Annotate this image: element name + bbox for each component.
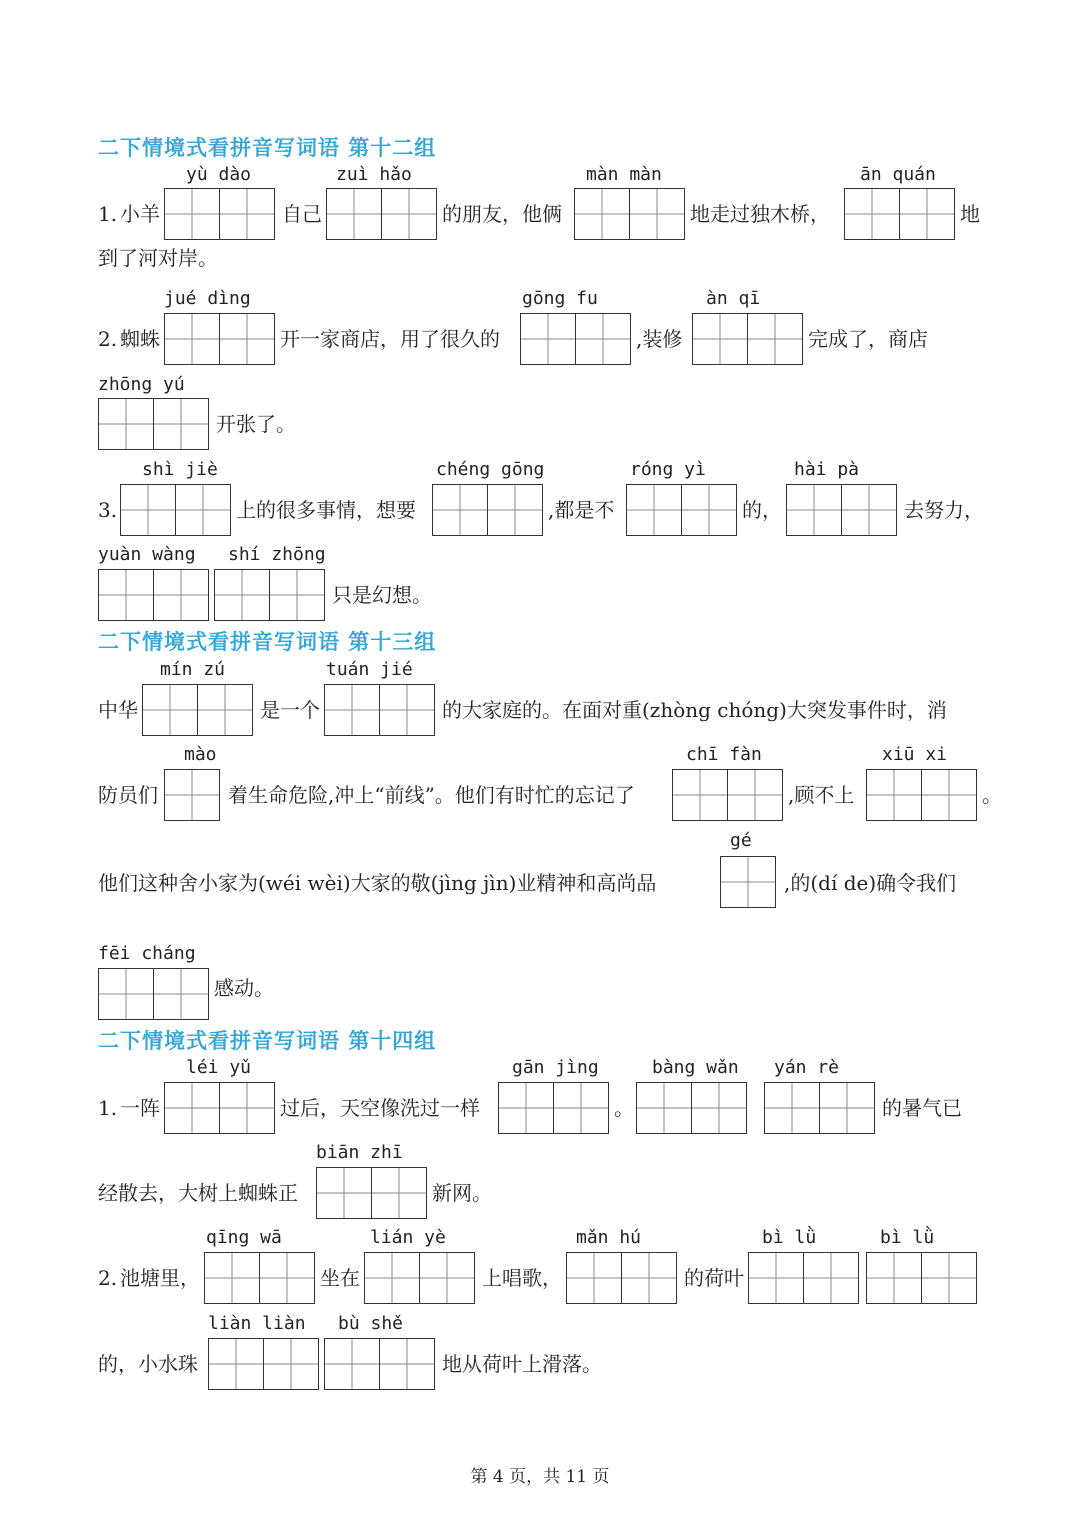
pinyin-tuanjie: tuán jié (326, 659, 413, 680)
g13-text-h: 他们这种舍小家为(wéi wèi)大家的敬(jìng jìn)业精神和高尚品 (98, 871, 657, 895)
pinyin-bushe: bù shě (338, 1313, 404, 1334)
q12-2-text-b: 开一家商店，用了很久的 (280, 327, 500, 351)
pinyin-lianye: lián yè (370, 1227, 446, 1248)
write-box-bangwan[interactable] (636, 1082, 747, 1134)
g13-text-j: 感动。 (214, 976, 274, 1000)
write-box-lianye[interactable] (364, 1252, 475, 1304)
q14-1-text-f: 新网。 (432, 1181, 492, 1205)
pinyin-leiyu: léi yǔ (186, 1057, 252, 1078)
q14-2-text-b: 坐在 (320, 1266, 360, 1290)
write-box-zhongyu[interactable] (98, 398, 209, 450)
write-box-rongyi[interactable] (626, 484, 737, 536)
write-box-anqi[interactable] (692, 313, 803, 365)
pinyin-mao: mào (184, 744, 217, 765)
q12-2-text-d: 完成了，商店 (808, 327, 928, 351)
q12-1-text-d: 地走过独木桥， (690, 202, 830, 226)
write-box-leiyu[interactable] (164, 1082, 275, 1134)
q14-1-number: 1. (98, 1096, 118, 1120)
write-box-manhu[interactable] (566, 1252, 677, 1304)
q14-2-text-f: 地从荷叶上滑落。 (442, 1352, 602, 1376)
q12-1-text-e: 地 (960, 202, 980, 226)
pinyin-ge: gé (730, 830, 752, 851)
pinyin-zuihao: zuì hǎo (336, 164, 412, 185)
pinyin-yanre: yán rè (774, 1057, 840, 1078)
write-box-shizhong[interactable] (214, 569, 325, 621)
pinyin-gongfu: gōng fu (522, 288, 598, 309)
q12-1-text-b: 自己 (282, 202, 322, 226)
q14-2-number: 2. (98, 1266, 118, 1290)
write-box-chifan[interactable] (672, 769, 783, 821)
g13-text-a: 中华 (98, 698, 138, 722)
q12-1-text-a: 小羊 (120, 202, 160, 226)
q12-3-text-e: 只是幻想。 (332, 583, 432, 607)
q14-2-text-c: 上唱歌， (482, 1266, 562, 1290)
write-box-lianlian[interactable] (208, 1338, 319, 1390)
pinyin-lianlian: liàn liàn (208, 1313, 306, 1334)
write-box-haipa[interactable] (786, 484, 897, 536)
pinyin-chenggong: chéng gōng (436, 459, 545, 480)
write-box-feichang[interactable] (98, 968, 209, 1020)
q12-2-number: 2. (98, 327, 118, 351)
write-box-bianzhi[interactable] (316, 1167, 427, 1219)
g13-text-b: 是一个 (260, 698, 320, 722)
q12-1-text-c: 的朋友，他俩 (442, 202, 562, 226)
write-box-ge[interactable] (720, 856, 776, 908)
pinyin-minzu: mín zú (160, 659, 226, 680)
pinyin-yudao: yù dào (186, 164, 252, 185)
q14-1-text-b: 过后，天空像洗过一样 (280, 1096, 480, 1120)
group-12-title: 二下情境式看拼音写词语 第十二组 (98, 135, 437, 160)
pinyin-rongyi: róng yì (630, 459, 706, 480)
g13-text-c: 的大家庭的。在面对重(zhòng chóng)大突发事件时，消 (442, 698, 947, 722)
write-box-chenggong[interactable] (432, 484, 543, 536)
q14-2-text-e: 的，小水珠 (98, 1352, 198, 1376)
pinyin-manhu: mǎn hú (576, 1227, 642, 1248)
pinyin-ganjing: gān jìng (512, 1057, 599, 1078)
write-box-xiuxi[interactable] (866, 769, 977, 821)
q14-2-text-d: 的荷叶 (684, 1266, 744, 1290)
write-box-yuanwang[interactable] (98, 569, 209, 621)
write-box-yanre[interactable] (764, 1082, 875, 1134)
group-14-title: 二下情境式看拼音写词语 第十四组 (98, 1028, 437, 1053)
pinyin-xiuxi: xiū xi (882, 744, 948, 765)
g13-text-i: ,的(dí de)确令我们 (784, 871, 957, 895)
group-13-title: 二下情境式看拼音写词语 第十三组 (98, 629, 437, 654)
q12-3-number: 3. (98, 498, 118, 522)
q12-3-text-a: 上的很多事情，想要 (236, 498, 416, 522)
q12-3-text-c: 的， (742, 498, 782, 522)
pinyin-bianzhi: biān zhī (316, 1142, 403, 1163)
pinyin-shizhong: shí zhōng (228, 544, 326, 565)
pinyin-feichang: fēi cháng (98, 943, 196, 964)
pinyin-bangwan: bàng wǎn (652, 1057, 739, 1078)
pinyin-jueding: jué dìng (164, 288, 251, 309)
pinyin-manman: màn màn (586, 164, 662, 185)
q14-1-text-e: 经散去，大树上蜘蛛正 (98, 1181, 298, 1205)
pinyin-yuanwang: yuàn wàng (98, 544, 196, 565)
page-footer: 第 4 页，共 11 页 (470, 1467, 610, 1487)
pinyin-anqi: àn qī (706, 288, 761, 309)
write-box-gongfu[interactable] (520, 313, 631, 365)
write-box-yudao[interactable] (164, 188, 275, 240)
write-box-zuihao[interactable] (326, 188, 437, 240)
q14-2-text-a: 池塘里， (120, 1266, 200, 1290)
g13-text-f: ,顾不上 (788, 783, 855, 807)
q12-3-text-d: 去努力， (904, 498, 984, 522)
q14-1-text-c: 。 (614, 1096, 634, 1120)
write-box-bilu-2[interactable] (866, 1252, 977, 1304)
write-box-jueding[interactable] (164, 313, 275, 365)
pinyin-bilu-2: bì lǜ (880, 1227, 935, 1248)
g13-text-g: 。 (982, 783, 1002, 807)
q12-1-number: 1. (98, 202, 118, 226)
pinyin-bilu-1: bì lǜ (762, 1227, 817, 1248)
write-box-qingwa[interactable] (204, 1252, 315, 1304)
q12-1-text-f: 到了河对岸。 (98, 246, 218, 270)
write-box-ganjing[interactable] (498, 1082, 609, 1134)
pinyin-haipa: hài pà (794, 459, 860, 480)
write-box-tuanjie[interactable] (324, 684, 435, 736)
write-box-shijie[interactable] (120, 484, 231, 536)
pinyin-qingwa: qīng wā (206, 1227, 282, 1248)
pinyin-anquan: ān quán (860, 164, 936, 185)
write-box-manman[interactable] (574, 188, 685, 240)
q12-2-text-a: 蜘蛛 (120, 327, 160, 351)
write-box-bilu-1[interactable] (748, 1252, 859, 1304)
write-box-bushe[interactable] (324, 1338, 435, 1390)
g13-text-d: 防员们 (98, 783, 158, 807)
g13-text-e: 着生命危险,冲上“前线”。他们有时忙的忘记了 (228, 783, 635, 807)
q12-2-text-e: 开张了。 (216, 412, 296, 436)
write-box-anquan[interactable] (844, 188, 955, 240)
pinyin-shijie: shì jiè (142, 459, 218, 480)
write-box-mao[interactable] (164, 769, 220, 821)
pinyin-chifan: chī fàn (686, 744, 762, 765)
pinyin-zhongyu: zhōng yú (98, 374, 185, 395)
q12-3-text-b: ,都是不 (548, 498, 615, 522)
q14-1-text-d: 的暑气已 (882, 1096, 962, 1120)
q12-2-text-c: ,装修 (636, 327, 683, 351)
q14-1-text-a: 一阵 (120, 1096, 160, 1120)
write-box-minzu[interactable] (142, 684, 253, 736)
